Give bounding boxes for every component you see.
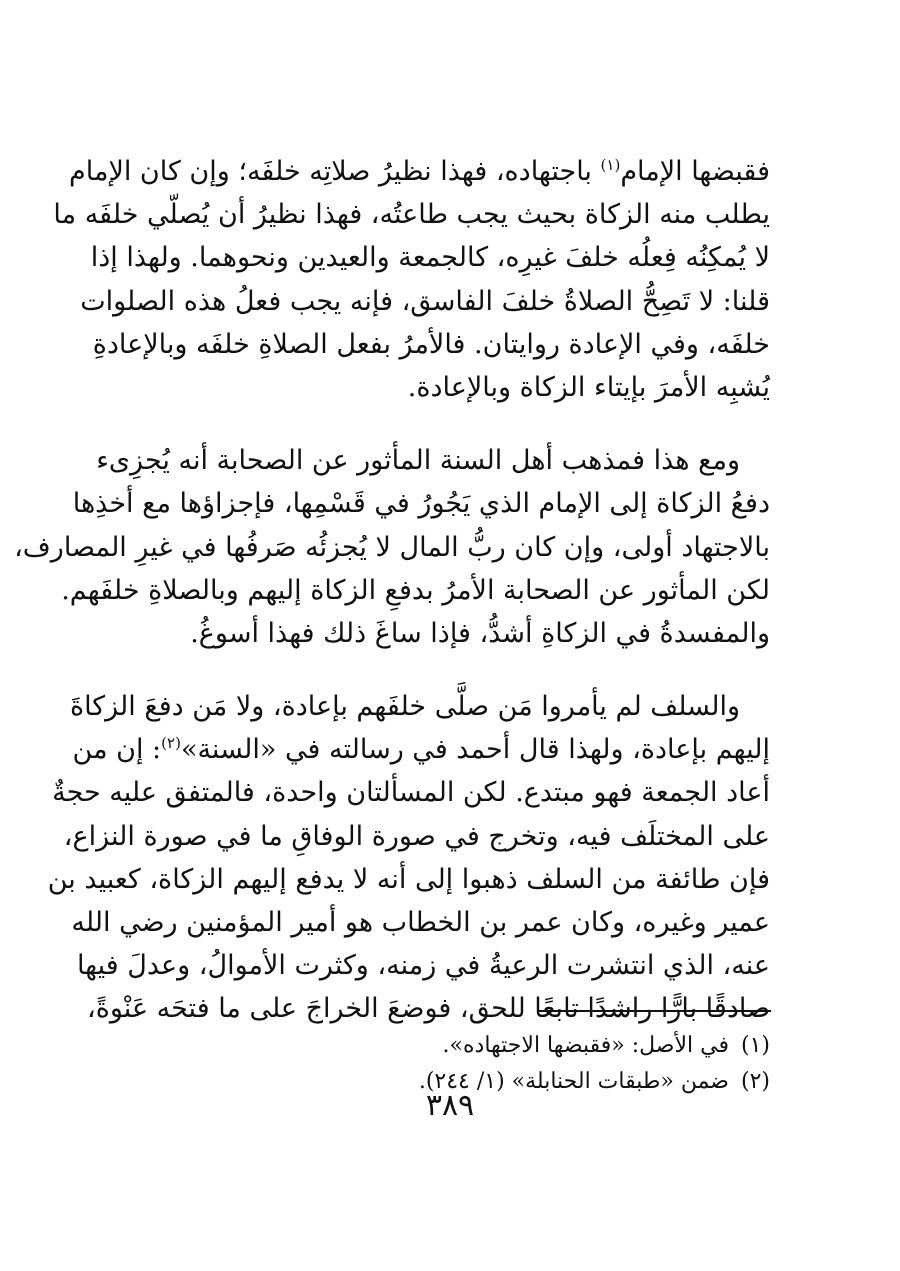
text-line: ومع هذا فمذهب أهل السنة المأثور عن الصحابة أنه يُجزِىء xyxy=(96,445,740,477)
text-line: على المختلَف فيه، وتخرج في صورة الوفاقِ ما في صورة النزاع، xyxy=(63,820,770,852)
text-line: قلنا: لا تَصِحُّ الصلاةُ خلفَ الفاسق، فإنه يجب فعلُ هذه الصلوات xyxy=(80,285,770,317)
text-line: عمير وغيره، وكان عمر بن الخطاب هو أمير المؤمنين رضي الله xyxy=(71,907,770,938)
page-number: ٣٨٩ xyxy=(425,1088,475,1123)
footnote-number: (٢) xyxy=(740,1069,770,1094)
text-line: والمفسدةُ في الزكاةِ أشدُّ، فإذا ساغَ ذلك فهذا أسوغُ. xyxy=(190,617,770,649)
text-line xyxy=(69,150,770,193)
text-span: : إن من xyxy=(72,734,162,766)
text-span: إليهم بإعادة، ولهذا قال أحمد في رسالته في «السنة» xyxy=(180,734,770,766)
paragraph-1 xyxy=(53,150,770,409)
text-line: خلفَه، وفي الإعادة روايتان. فالأمرُ بفعل الصلاةِ خلفَه وبالإعادةِ xyxy=(92,328,770,360)
paragraph-gap xyxy=(128,655,770,685)
text-line xyxy=(72,728,770,771)
text-line: صادقًا بارًّا راشدًا تابعًا للحق، فوضعَ الخراجَ على ما فتحَه عَنْوةً، xyxy=(87,993,770,1025)
footnote-separator xyxy=(538,1010,771,1012)
text-line: يطلب منه الزكاة بحيث يجب طاعتُه، فهذا نظيرُ أن يُصلّي خلفَه ما xyxy=(53,199,770,231)
footnote-text: ضمن «طبقات الحنابلة» (١/ ٢٤٤). xyxy=(418,1069,729,1094)
footnote xyxy=(130,1028,770,1064)
text-line: لكن المأثور عن الصحابة الأمرُ بدفعِ الزكاة إليهم وبالصلاةِ خلفَهم. xyxy=(61,574,770,606)
footnote-marker-2: (٢) xyxy=(161,734,181,753)
footnote-text: في الأصل: «فقبضها الاجتهاده». xyxy=(442,1033,729,1058)
text-line: بالاجتهاد أولى، وإن كان ربُّ المال لا يُجزئُه صَرفُها في غيرِ المصارف، xyxy=(14,531,770,563)
text-line: أعاد الجمعة فهو مبتدع. لكن المسألتان واحدة، فالمتفق عليه حجةٌ xyxy=(52,777,770,809)
paragraph-2 xyxy=(14,439,770,655)
body-text xyxy=(14,150,770,1031)
text-line: والسلف لم يأمروا مَن صلَّى خلفَهم بإعادة، ولا مَن دفعَ الزكاةَ xyxy=(69,691,740,723)
text-line: لا يُمكِنُه فِعلُه خلفَ غيرِه، كالجمعة والعيدين ونحوهما. ولهذا إذا xyxy=(90,242,770,274)
text-span: فقبضها الإمام xyxy=(620,156,770,187)
footnote-number: (١) xyxy=(740,1033,770,1058)
paragraph-gap xyxy=(128,409,770,439)
text-line: دفعُ الزكاة إلى الإمام الذي يَجُورُ في قَسْمِها، فإجزاؤها مع أخذِها xyxy=(72,488,770,520)
footnote-marker-1: (١) xyxy=(600,156,621,174)
paragraph-3 xyxy=(47,685,770,1031)
text-line: فإن طائفة من السلف ذهبوا إلى أنه لا يدفع إليهم الزكاة، كعبيد بن xyxy=(47,863,770,895)
text-span: باجتهاده، فهذا نظيرُ صلاتِه خلفَه؛ وإن كان الإمام xyxy=(69,156,601,187)
text-line: يُشبِه الأمرَ بإيتاء الزكاة وبالإعادة. xyxy=(407,371,770,403)
text-line: عنه، الذي انتشرت الرعيةُ في زمنه، وكثرت الأموالُ، وعدلَ فيها xyxy=(76,950,770,982)
